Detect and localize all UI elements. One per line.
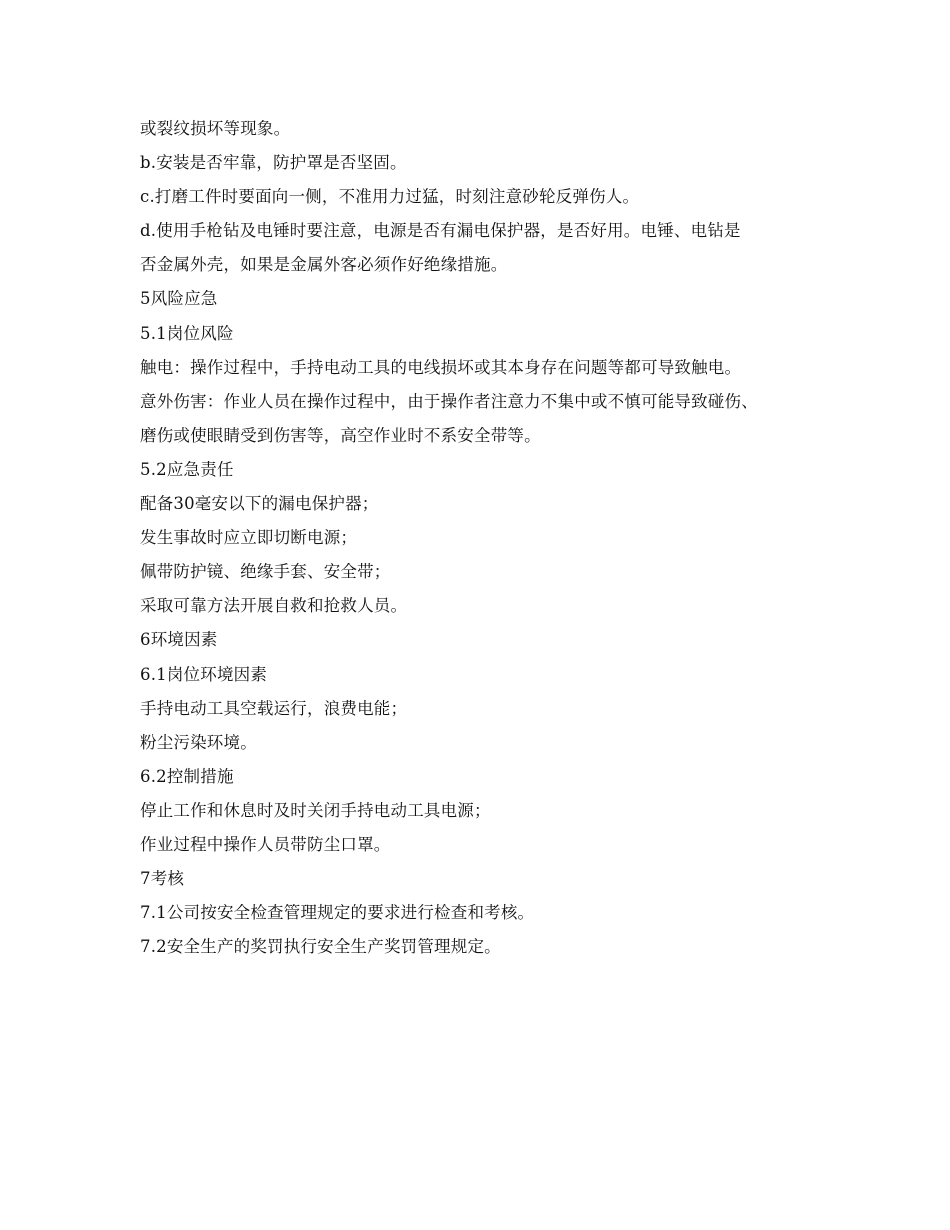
subsection-heading-5-1: 5.1岗位风险 (140, 323, 234, 343)
document-body (140, 112, 840, 964)
subsection-7-2: 7.2安全生产的奖罚执行安全生产奖罚管理规定。 (140, 937, 501, 957)
section-heading-7: 7考核 (140, 869, 185, 889)
list-item-d-continuation: 否金属外壳，如果是金属外客必须作好绝缘措施。 (140, 255, 508, 275)
list-item-idle-running: 手持电动工具空载运行，浪费电能； (140, 698, 408, 718)
list-item-d: d.使用手枪钻及电锤时要注意，电源是否有漏电保护器，是否好用。电锤、电钻是 (140, 221, 741, 241)
list-item-rescue: 采取可靠方法开展自救和抢救人员。 (140, 596, 408, 616)
list-item-dust-pollution: 粉尘污染环境。 (140, 732, 257, 752)
paragraph-accidental-injury-continuation: 磨伤或使眼睛受到伤害等，高空作业时不系安全带等。 (140, 425, 541, 445)
subsection-heading-6-2: 6.2控制措施 (140, 766, 234, 786)
list-item-leakage-protector: 配备30毫安以下的漏电保护器； (140, 494, 379, 514)
paragraph-accidental-injury: 意外伤害：作业人员在操作过程中，由于操作者注意力不集中或不慎可能导致碰伤、 (140, 391, 758, 411)
section-heading-5: 5风险应急 (140, 289, 218, 309)
list-item-protective-gear: 佩带防护镜、绝缘手套、安全带； (140, 562, 391, 582)
list-item-cut-power: 发生事故时应立即切断电源； (140, 528, 358, 548)
text-line-continuation: 或裂纹损坏等现象。 (140, 119, 291, 138)
list-item-c: c.打磨工件时要面向一侧，不准用力过猛，时刻注意砂轮反弹伤人。 (140, 187, 640, 207)
subsection-heading-5-2: 5.2应急责任 (140, 459, 234, 479)
subsection-heading-6-1: 6.1岗位环境因素 (140, 664, 268, 684)
list-item-turn-off-power: 停止工作和休息时及时关闭手持电动工具电源； (140, 800, 491, 820)
paragraph-electric-shock: 触电：操作过程中，手持电动工具的电线损坏或其本身存在问题等都可导致触电。 (140, 357, 742, 377)
subsection-7-1: 7.1公司按安全检查管理规定的要求进行检查和考核。 (140, 903, 535, 923)
list-item-dust-mask: 作业过程中操作人员带防尘口罩。 (140, 834, 391, 854)
list-item-b: b.安装是否牢靠，防护罩是否坚固。 (140, 153, 407, 173)
section-heading-6: 6环境因素 (140, 630, 218, 650)
